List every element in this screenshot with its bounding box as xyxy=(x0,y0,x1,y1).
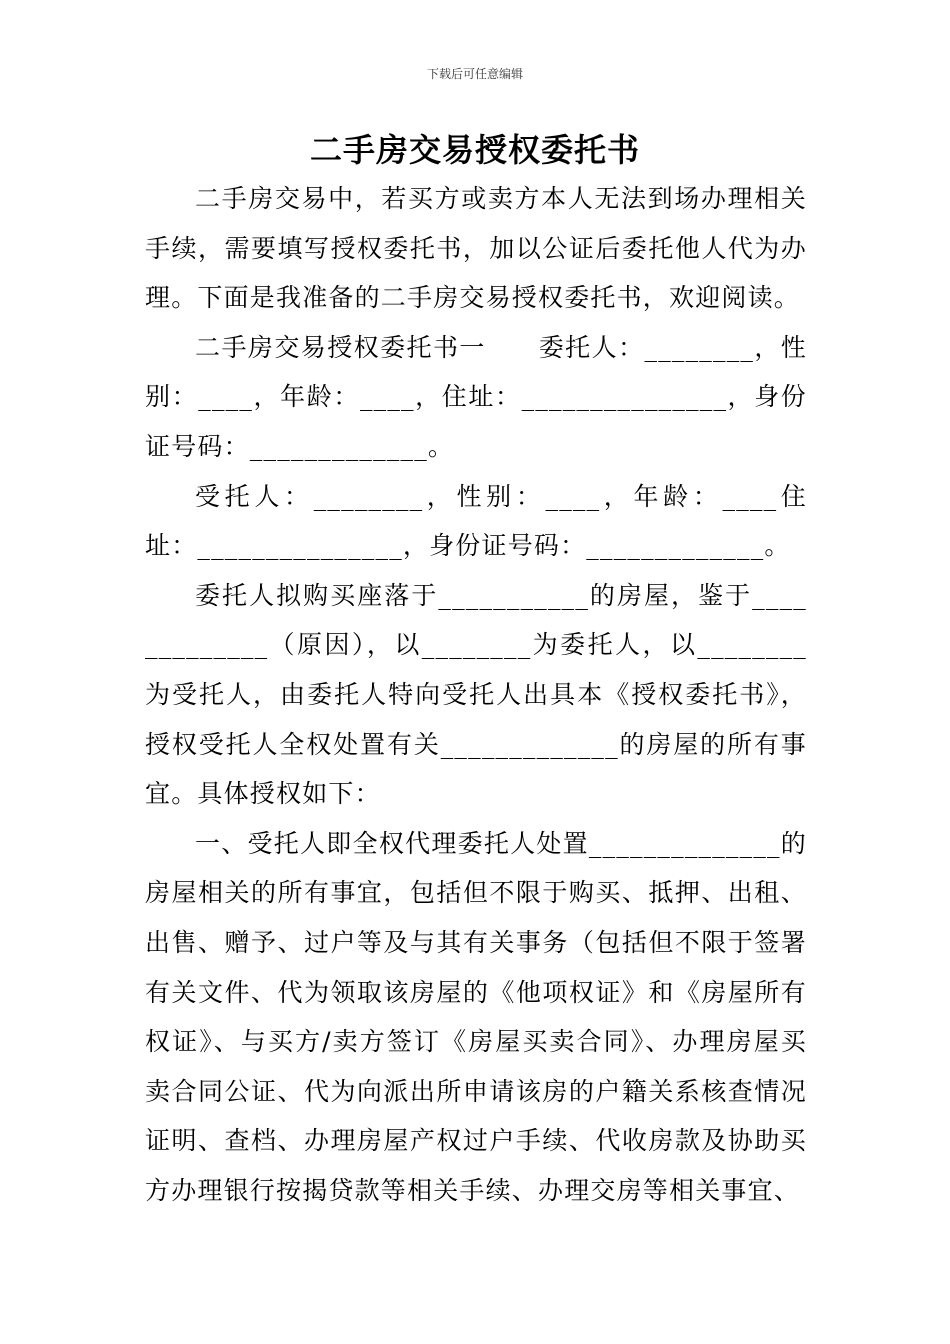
principal-info-paragraph: 二手房交易授权委托书一 委托人：________，性别：____，年龄：____，住址：_______________，身份证号码：_____________。 xyxy=(145,332,807,461)
header-note: 下载后可任意编辑 xyxy=(426,67,523,81)
authorization-paragraph: 委托人拟购买座落于___________的房屋，鉴于_____________（原因），以________为委托人，以________为受托人，由委托人特向受托人出具本《授权委托书》，授权受托人全权处置有关_____________的房屋的所有事宜。具体授权如下： xyxy=(145,580,807,809)
document-body xyxy=(145,174,807,1215)
clause-one-paragraph: 一、受托人即全权代理委托人处置______________的房屋相关的所有事宜，包括但不限于购买、抵押、出租、出售、赠予、过户等及与其有关事务（包括但不限于签署有关文件、代为领取该房屋的《他项权证》和《房屋所有权证》、与买方/卖方签订《房屋买卖合同》、办理房屋买卖合同公证、代为向派出所申请该房的户籍关系核查情况证明、查档、办理房屋产权过户手续、代收房款及协助买方办理银行按揭贷款等相关手续、办理交房等相关事宜、 xyxy=(145,828,807,1205)
intro-paragraph: 二手房交易中，若买方或卖方本人无法到场办理相关手续，需要填写授权委托书，加以公证后委托他人代为办理。下面是我准备的二手房交易授权委托书，欢迎阅读。 xyxy=(145,184,807,313)
document-title: 二手房交易授权委托书 xyxy=(309,131,640,169)
agent-info-paragraph: 受托人：________，性别：____，年龄：____住址：_______________，身份证号码：_____________。 xyxy=(145,481,807,561)
